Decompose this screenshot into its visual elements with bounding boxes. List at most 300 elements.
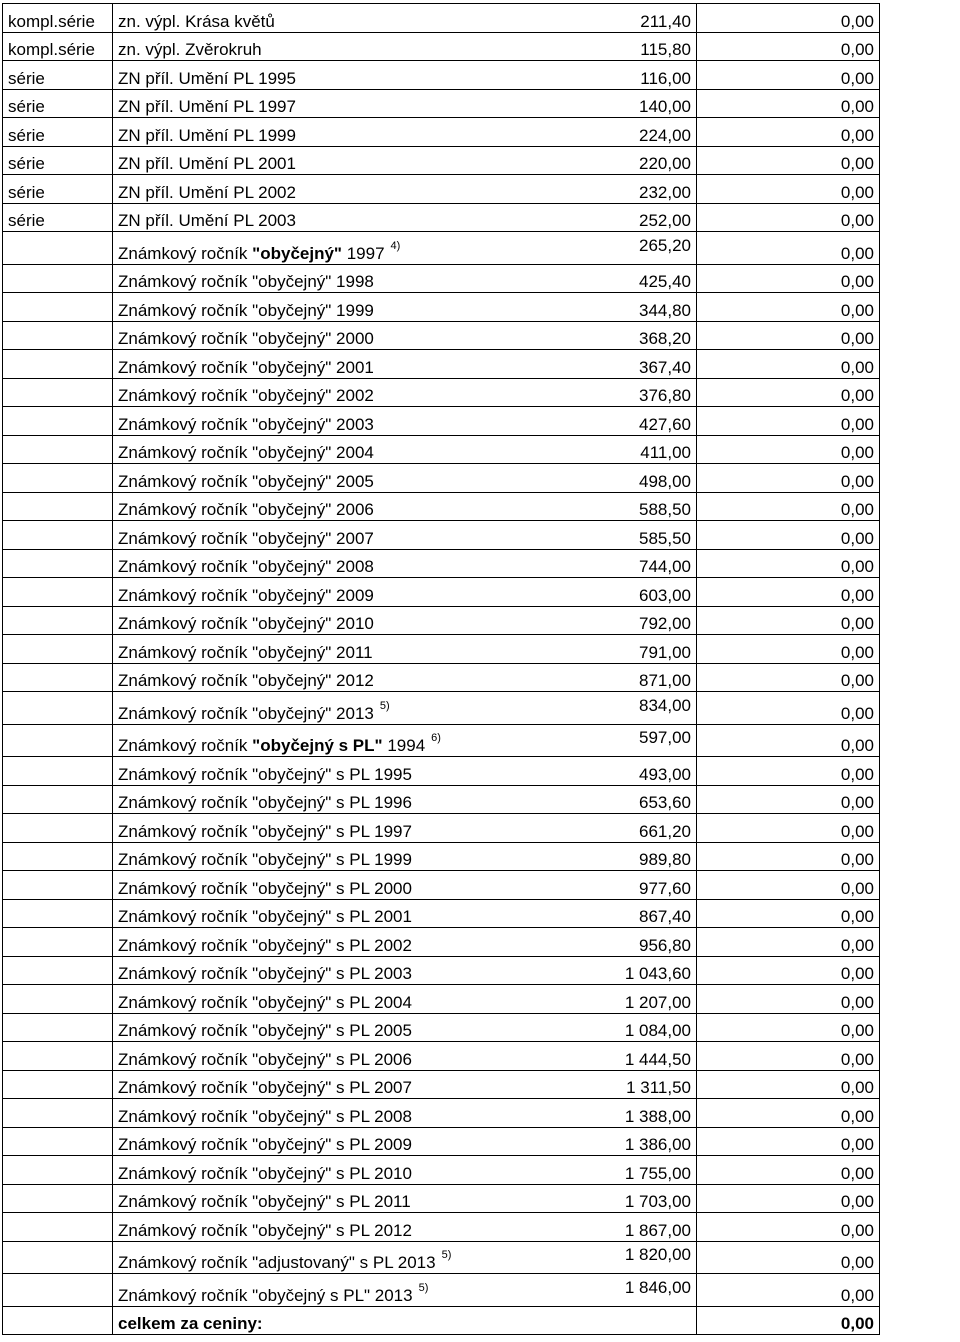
row-description-text: ZN příl. Umění PL 2001 — [118, 154, 296, 173]
row-description-text: Známkový ročník "obyčejný" 2007 — [118, 528, 374, 548]
row-total-cell: 0,00 — [697, 203, 880, 232]
row-type-cell — [3, 293, 113, 322]
table-row — [3, 378, 880, 407]
row-description-cell — [113, 4, 697, 33]
row-description — [118, 793, 412, 813]
row-description — [118, 614, 374, 634]
table-row — [3, 663, 880, 692]
row-total-cell: 0,00 — [697, 842, 880, 871]
row-price: 116,00 — [640, 68, 691, 88]
row-description-cell — [113, 293, 697, 322]
row-price: 1 207,00 — [624, 992, 691, 1012]
row-total-cell: 0,00 — [697, 378, 880, 407]
row-total-cell: 0,00 — [697, 1184, 880, 1213]
table-row — [3, 1241, 880, 1274]
row-description-cell — [113, 264, 697, 293]
row-type-cell — [3, 724, 113, 757]
table-row — [3, 871, 880, 900]
row-description-text: Známkový ročník "obyčejný" s PL 2008 — [118, 1106, 412, 1126]
row-description-cell — [113, 407, 697, 436]
row-description-prefix: Známkový ročník — [118, 736, 253, 755]
row-total-cell: 0,00 — [697, 1013, 880, 1042]
table-row — [3, 293, 880, 322]
table-row — [3, 635, 880, 664]
row-description — [118, 1078, 412, 1098]
table-row — [3, 785, 880, 814]
row-description — [118, 879, 412, 899]
row-type-cell — [3, 1241, 113, 1274]
row-description-cell — [113, 232, 697, 265]
table-row — [3, 1127, 880, 1156]
row-type-cell: série — [3, 203, 113, 232]
row-type-cell — [3, 1127, 113, 1156]
row-description — [118, 1192, 411, 1212]
row-description-suffix: 1994 — [382, 736, 426, 755]
row-description-text: Známkový ročník "obyčejný" s PL 2003 — [118, 964, 412, 983]
row-total-cell: 0,00 — [697, 407, 880, 436]
table-row — [3, 1184, 880, 1213]
row-description — [118, 850, 412, 870]
row-type-cell: série — [3, 89, 113, 118]
row-type-cell — [3, 464, 113, 493]
row-total-cell: 0,00 — [697, 578, 880, 607]
row-description-cell — [113, 378, 697, 407]
row-description-cell — [113, 321, 697, 350]
row-description-text: Známkový ročník "obyčejný" 2000 — [118, 329, 374, 348]
total-label-text: celkem za ceniny: — [118, 1314, 263, 1333]
row-type-cell — [3, 1013, 113, 1042]
row-description-text: Známkový ročník "obyčejný" 2003 — [118, 414, 374, 434]
row-type-cell — [3, 1184, 113, 1213]
row-type-cell — [3, 757, 113, 786]
row-type-cell — [3, 1274, 113, 1307]
row-price: 411,00 — [640, 443, 691, 462]
row-description-cell — [113, 814, 697, 843]
row-description — [118, 586, 374, 606]
row-type-cell — [3, 232, 113, 265]
price-list-table — [2, 3, 880, 1335]
row-price: 588,50 — [639, 500, 691, 519]
row-description — [118, 728, 441, 756]
footnote-marker: 5) — [441, 1249, 452, 1261]
row-total-cell: 0,00 — [697, 264, 880, 293]
row-description-cell — [113, 842, 697, 871]
row-description-cell — [113, 1156, 697, 1185]
row-total-cell: 0,00 — [697, 521, 880, 550]
table-row — [3, 175, 880, 204]
row-description-prefix: Známkový ročník — [118, 243, 253, 263]
row-description — [118, 126, 296, 146]
row-total-cell: 0,00 — [697, 871, 880, 900]
row-price: 367,40 — [639, 357, 691, 377]
row-total-cell: 0,00 — [697, 32, 880, 61]
row-description-text: ZN příl. Umění PL 1999 — [118, 125, 296, 145]
row-description — [118, 329, 374, 349]
row-description-cell — [113, 1127, 697, 1156]
row-price: 989,80 — [639, 850, 691, 869]
table-row — [3, 61, 880, 90]
row-description-cell — [113, 1241, 697, 1274]
row-description-text: Známkový ročník "obyčejný" 1998 — [118, 272, 374, 291]
row-description-text: zn. výpl. Krása květů — [118, 11, 275, 31]
row-description — [118, 1050, 412, 1070]
row-description-cell — [113, 757, 697, 786]
total-value-text: 0,00 — [840, 1314, 874, 1333]
row-description — [118, 472, 374, 492]
row-total-cell: 0,00 — [697, 1042, 880, 1071]
table-row — [3, 985, 880, 1014]
table-row — [3, 435, 880, 464]
row-type-cell: kompl.série — [3, 4, 113, 33]
row-description — [118, 1245, 451, 1273]
row-total-cell: 0,00 — [697, 464, 880, 493]
row-total-cell: 0,00 — [697, 232, 880, 265]
row-price: 224,00 — [639, 125, 691, 145]
row-price: 661,20 — [639, 821, 691, 841]
row-description — [118, 69, 296, 89]
row-total-cell: 0,00 — [697, 785, 880, 814]
row-price: 220,00 — [639, 154, 691, 173]
row-total-cell: 0,00 — [697, 175, 880, 204]
row-price: 211,40 — [640, 11, 691, 31]
row-price: 498,00 — [639, 471, 691, 491]
row-total-cell: 0,00 — [697, 1274, 880, 1307]
row-description — [118, 643, 373, 663]
row-description-cell — [113, 1213, 697, 1242]
row-description-text: Známkový ročník "obyčejný" s PL 1999 — [118, 850, 412, 869]
row-description-text: Známkový ročník "obyčejný" s PL 1996 — [118, 793, 412, 812]
row-total-cell: 0,00 — [697, 757, 880, 786]
total-empty-cell — [3, 1306, 113, 1335]
row-total-cell: 0,00 — [697, 4, 880, 33]
row-description — [118, 415, 374, 435]
row-description-text: Známkový ročník "obyčejný" s PL 2010 — [118, 1163, 412, 1183]
table-row — [3, 1042, 880, 1071]
row-description-text: Známkový ročník "obyčejný" 1999 — [118, 300, 374, 320]
row-type-cell — [3, 350, 113, 379]
total-label — [113, 1306, 697, 1335]
row-description-text: zn. výpl. Zvěrokruh — [118, 40, 262, 59]
row-description — [118, 40, 262, 60]
row-description — [118, 1278, 428, 1306]
row-description-cell — [113, 146, 697, 175]
row-type-cell — [3, 871, 113, 900]
row-price: 977,60 — [639, 878, 691, 898]
row-price: 1 311,50 — [626, 1078, 691, 1097]
row-type-cell — [3, 549, 113, 578]
row-description — [118, 907, 412, 927]
row-price: 427,60 — [639, 414, 691, 434]
row-description-cell — [113, 89, 697, 118]
row-description-text: Známkový ročník "obyčejný" s PL 2000 — [118, 878, 412, 898]
row-total-cell: 0,00 — [697, 663, 880, 692]
row-description-text: Známkový ročník "obyčejný" s PL 2011 — [118, 1192, 411, 1211]
row-description-text: Známkový ročník "obyčejný" 2002 — [118, 386, 374, 405]
table-row — [3, 146, 880, 175]
table-row — [3, 1213, 880, 1242]
row-description-cell — [113, 899, 697, 928]
row-description-cell — [113, 1184, 697, 1213]
row-description — [118, 964, 412, 984]
row-description-cell — [113, 118, 697, 147]
row-description-cell — [113, 663, 697, 692]
row-type-cell — [3, 435, 113, 464]
row-description-cell — [113, 578, 697, 607]
table-row — [3, 1099, 880, 1128]
row-description-cell — [113, 1274, 697, 1307]
row-description — [118, 500, 374, 520]
row-description — [118, 12, 275, 32]
table-row — [3, 521, 880, 550]
table-row — [3, 1013, 880, 1042]
row-description — [118, 993, 412, 1013]
row-description-suffix: 1997 — [341, 243, 385, 263]
row-total-cell: 0,00 — [697, 635, 880, 664]
table-row — [3, 464, 880, 493]
row-description-text: Známkový ročník "obyčejný" 2006 — [118, 500, 374, 519]
table-row — [3, 89, 880, 118]
row-price: 871,00 — [639, 671, 691, 690]
table-row — [3, 264, 880, 293]
row-price: 653,60 — [639, 793, 691, 812]
row-price: 425,40 — [639, 272, 691, 291]
row-price: 1 846,00 — [624, 1277, 691, 1297]
row-type-cell — [3, 1213, 113, 1242]
row-type-cell: série — [3, 146, 113, 175]
row-total-cell: 0,00 — [697, 692, 880, 725]
row-description-cell — [113, 350, 697, 379]
row-description — [118, 529, 374, 549]
row-total-cell: 0,00 — [697, 549, 880, 578]
row-type-cell — [3, 663, 113, 692]
table-row — [3, 578, 880, 607]
row-price: 867,40 — [639, 907, 691, 926]
row-description-cell — [113, 1099, 697, 1128]
row-type-cell — [3, 407, 113, 436]
row-total-cell: 0,00 — [697, 956, 880, 985]
row-description-text: Známkový ročník "obyčejný" s PL 2002 — [118, 935, 412, 955]
row-description — [118, 386, 374, 406]
row-price: 115,80 — [640, 40, 691, 59]
row-description-text: Známkový ročník "obyčejný" s PL 2009 — [118, 1135, 412, 1154]
row-total-cell: 0,00 — [697, 118, 880, 147]
footnote-marker: 6) — [431, 732, 441, 744]
row-description-text: Známkový ročník "obyčejný" 2004 — [118, 443, 374, 462]
row-price: 744,00 — [639, 557, 691, 576]
row-price: 1 867,00 — [624, 1220, 691, 1240]
row-price: 265,20 — [639, 235, 691, 255]
row-price: 1 386,00 — [624, 1135, 691, 1154]
row-description-cell — [113, 724, 697, 757]
row-description-cell — [113, 521, 697, 550]
row-description — [118, 1221, 412, 1241]
row-total-cell: 0,00 — [697, 321, 880, 350]
row-total-cell: 0,00 — [697, 146, 880, 175]
row-description-text: Známkový ročník "obyčejný" s PL 2012 — [118, 1220, 412, 1240]
row-description — [118, 211, 296, 231]
total-row — [3, 1306, 880, 1335]
table-row — [3, 321, 880, 350]
table-row — [3, 32, 880, 61]
row-description-text: Známkový ročník "obyčejný" s PL 2004 — [118, 992, 412, 1012]
row-description — [118, 1107, 412, 1127]
row-description-text: Známkový ročník "obyčejný" 2005 — [118, 471, 374, 491]
row-description-cell — [113, 956, 697, 985]
row-total-cell: 0,00 — [697, 1070, 880, 1099]
row-description — [118, 97, 296, 117]
row-type-cell — [3, 785, 113, 814]
row-description — [118, 183, 296, 203]
table-row — [3, 1274, 880, 1307]
row-type-cell — [3, 635, 113, 664]
row-description-cell — [113, 492, 697, 521]
row-description-bold: "obyčejný s PL" — [252, 736, 383, 755]
table-row — [3, 814, 880, 843]
row-description-cell — [113, 928, 697, 957]
row-type-cell — [3, 578, 113, 607]
row-description-text: Známkový ročník "obyčejný" 2008 — [118, 557, 374, 576]
row-description-cell — [113, 464, 697, 493]
row-type-cell — [3, 1070, 113, 1099]
table-row — [3, 350, 880, 379]
row-price: 834,00 — [639, 695, 691, 715]
row-description-cell — [113, 32, 697, 61]
row-description — [118, 443, 374, 463]
table-row — [3, 757, 880, 786]
row-type-cell — [3, 1099, 113, 1128]
footnote-marker: 5) — [418, 1281, 429, 1294]
row-price: 603,00 — [639, 585, 691, 605]
row-description — [118, 936, 412, 956]
row-price: 1 444,50 — [624, 1049, 691, 1069]
row-description — [118, 301, 374, 321]
row-total-cell: 0,00 — [697, 1156, 880, 1185]
row-description-text: Známkový ročník "obyčejný" 2009 — [118, 585, 374, 605]
row-type-cell — [3, 814, 113, 843]
row-type-cell — [3, 606, 113, 635]
row-total-cell: 0,00 — [697, 606, 880, 635]
row-total-cell: 0,00 — [697, 1241, 880, 1274]
row-price: 344,80 — [639, 300, 691, 320]
table-row — [3, 606, 880, 635]
row-description-cell — [113, 606, 697, 635]
row-type-cell — [3, 842, 113, 871]
row-description-text: Známkový ročník "obyčejný" s PL 2007 — [118, 1078, 412, 1097]
row-total-cell: 0,00 — [697, 899, 880, 928]
row-description — [118, 671, 374, 691]
row-total-cell: 0,00 — [697, 814, 880, 843]
row-description-cell — [113, 175, 697, 204]
row-description-text: Známkový ročník "obyčejný" s PL 2006 — [118, 1049, 412, 1069]
row-description-text: Známkový ročník "adjustovaný" s PL 2013 — [118, 1253, 436, 1272]
row-price: 1 388,00 — [624, 1106, 691, 1126]
table-row — [3, 842, 880, 871]
row-description-text: ZN příl. Umění PL 1995 — [118, 68, 296, 88]
row-price: 956,80 — [639, 935, 691, 955]
row-description-cell — [113, 435, 697, 464]
row-total-cell: 0,00 — [697, 1099, 880, 1128]
row-type-cell — [3, 492, 113, 521]
table-row — [3, 692, 880, 725]
row-description-bold: "obyčejný" — [252, 243, 342, 263]
row-price: 1 084,00 — [624, 1021, 691, 1040]
row-total-cell: 0,00 — [697, 492, 880, 521]
row-description-text: ZN příl. Umění PL 2003 — [118, 211, 296, 230]
table-row — [3, 1156, 880, 1185]
row-total-cell: 0,00 — [697, 928, 880, 957]
row-type-cell — [3, 378, 113, 407]
row-type-cell: série — [3, 61, 113, 90]
row-price: 792,00 — [639, 614, 691, 633]
row-type-cell — [3, 1156, 113, 1185]
row-price: 368,20 — [639, 329, 691, 348]
row-type-cell — [3, 899, 113, 928]
row-price: 1 703,00 — [624, 1192, 691, 1211]
row-description-cell — [113, 635, 697, 664]
row-type-cell — [3, 928, 113, 957]
row-description — [118, 822, 412, 842]
row-type-cell: série — [3, 175, 113, 204]
row-description-text: Známkový ročník "obyčejný" s PL 1997 — [118, 821, 412, 841]
table-row — [3, 4, 880, 33]
row-description-cell — [113, 985, 697, 1014]
row-price: 252,00 — [639, 211, 691, 230]
row-type-cell — [3, 521, 113, 550]
row-type-cell — [3, 956, 113, 985]
row-description-text: Známkový ročník "obyčejný s PL" 2013 — [118, 1285, 413, 1305]
row-total-cell: 0,00 — [697, 89, 880, 118]
row-type-cell — [3, 692, 113, 725]
row-total-cell: 0,00 — [697, 435, 880, 464]
row-price: 140,00 — [639, 97, 691, 116]
table-row — [3, 1070, 880, 1099]
table-row — [3, 118, 880, 147]
row-total-cell: 0,00 — [697, 724, 880, 757]
row-description — [118, 557, 374, 577]
row-description-cell — [113, 61, 697, 90]
row-price: 1 820,00 — [624, 1245, 691, 1264]
table-row — [3, 407, 880, 436]
row-description-text: Známkový ročník "obyčejný" 2013 — [118, 703, 374, 723]
row-total-cell: 0,00 — [697, 1127, 880, 1156]
row-price: 232,00 — [639, 182, 691, 202]
row-description-text: Známkový ročník "obyčejný" s PL 2005 — [118, 1021, 412, 1040]
row-price: 376,80 — [639, 386, 691, 405]
table-row — [3, 899, 880, 928]
row-description-text: Známkový ročník "obyčejný" 2012 — [118, 671, 374, 690]
table-row — [3, 492, 880, 521]
row-description-cell — [113, 203, 697, 232]
footnote-marker: 4) — [390, 239, 401, 252]
row-description — [118, 358, 374, 378]
row-price: 1 043,60 — [624, 964, 691, 983]
row-description-cell — [113, 785, 697, 814]
row-type-cell — [3, 985, 113, 1014]
row-price: 597,00 — [639, 728, 691, 747]
row-type-cell — [3, 264, 113, 293]
row-price: 1 755,00 — [624, 1163, 691, 1183]
row-type-cell: kompl.série — [3, 32, 113, 61]
row-description-text: ZN příl. Umění PL 2002 — [118, 182, 296, 202]
row-description-text: ZN příl. Umění PL 1997 — [118, 97, 296, 116]
row-total-cell: 0,00 — [697, 350, 880, 379]
table-row — [3, 549, 880, 578]
row-description-cell — [113, 549, 697, 578]
row-type-cell — [3, 1042, 113, 1071]
row-type-cell: série — [3, 118, 113, 147]
row-description-text: Známkový ročník "obyčejný" 2011 — [118, 642, 373, 662]
row-price: 585,50 — [639, 528, 691, 548]
